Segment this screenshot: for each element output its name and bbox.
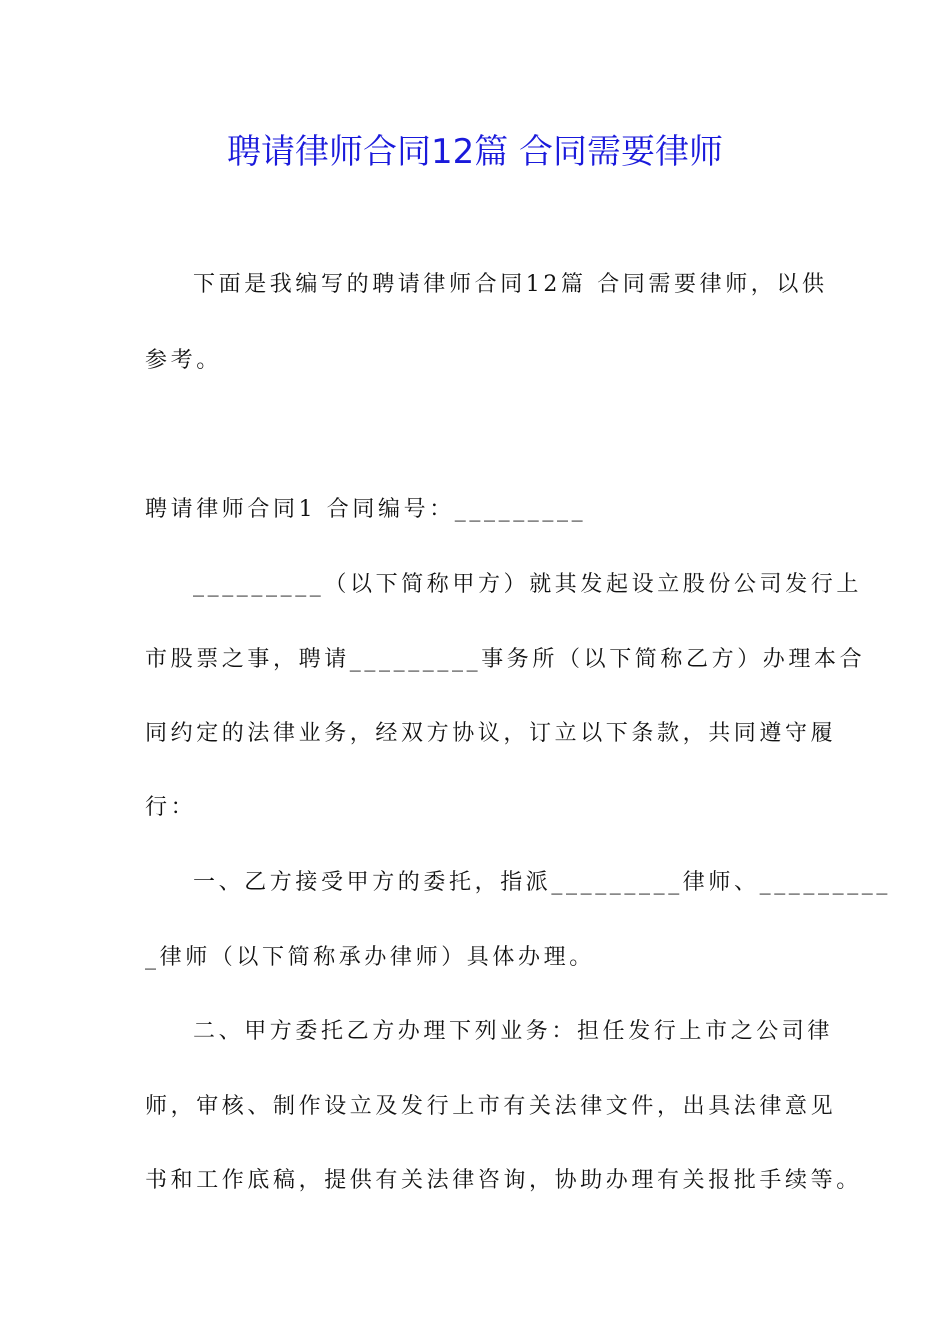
body-line-3: 同约定的法律业务，经双方协议，订立以下条款，共同遵守履 xyxy=(145,721,837,746)
clause-2-line-1: 二、甲方委托乙方办理下列业务：担任发行上市之公司律 xyxy=(193,1019,834,1044)
body-line-4: 行： xyxy=(145,795,197,820)
body-line-2: 市股票之事，聘请_________事务所（以下简称乙方）办理本合 xyxy=(145,647,866,672)
section-heading: 聘请律师合同1 合同编号：_________ xyxy=(145,497,587,522)
clause-2-line-3: 书和工作底稿，提供有关法律咨询，协助办理有关报批手续等。 xyxy=(145,1168,862,1193)
document-title: 聘请律师合同12篇 合同需要律师 xyxy=(226,132,724,172)
body-line-1: _________（以下简称甲方）就其发起设立股份公司发行上 xyxy=(193,572,863,597)
clause-1-line-1: 一、乙方接受甲方的委托，指派_________律师、_________ xyxy=(193,870,892,895)
clause-2-line-2: 师，审核、制作设立及发行上市有关法律文件，出具法律意见 xyxy=(145,1094,837,1119)
intro-line-1: 下面是我编写的聘请律师合同12篇 合同需要律师，以供 xyxy=(193,272,828,297)
clause-1-line-2: _律师（以下简称承办律师）具体办理。 xyxy=(145,945,595,970)
intro-line-2: 参考。 xyxy=(145,348,222,373)
